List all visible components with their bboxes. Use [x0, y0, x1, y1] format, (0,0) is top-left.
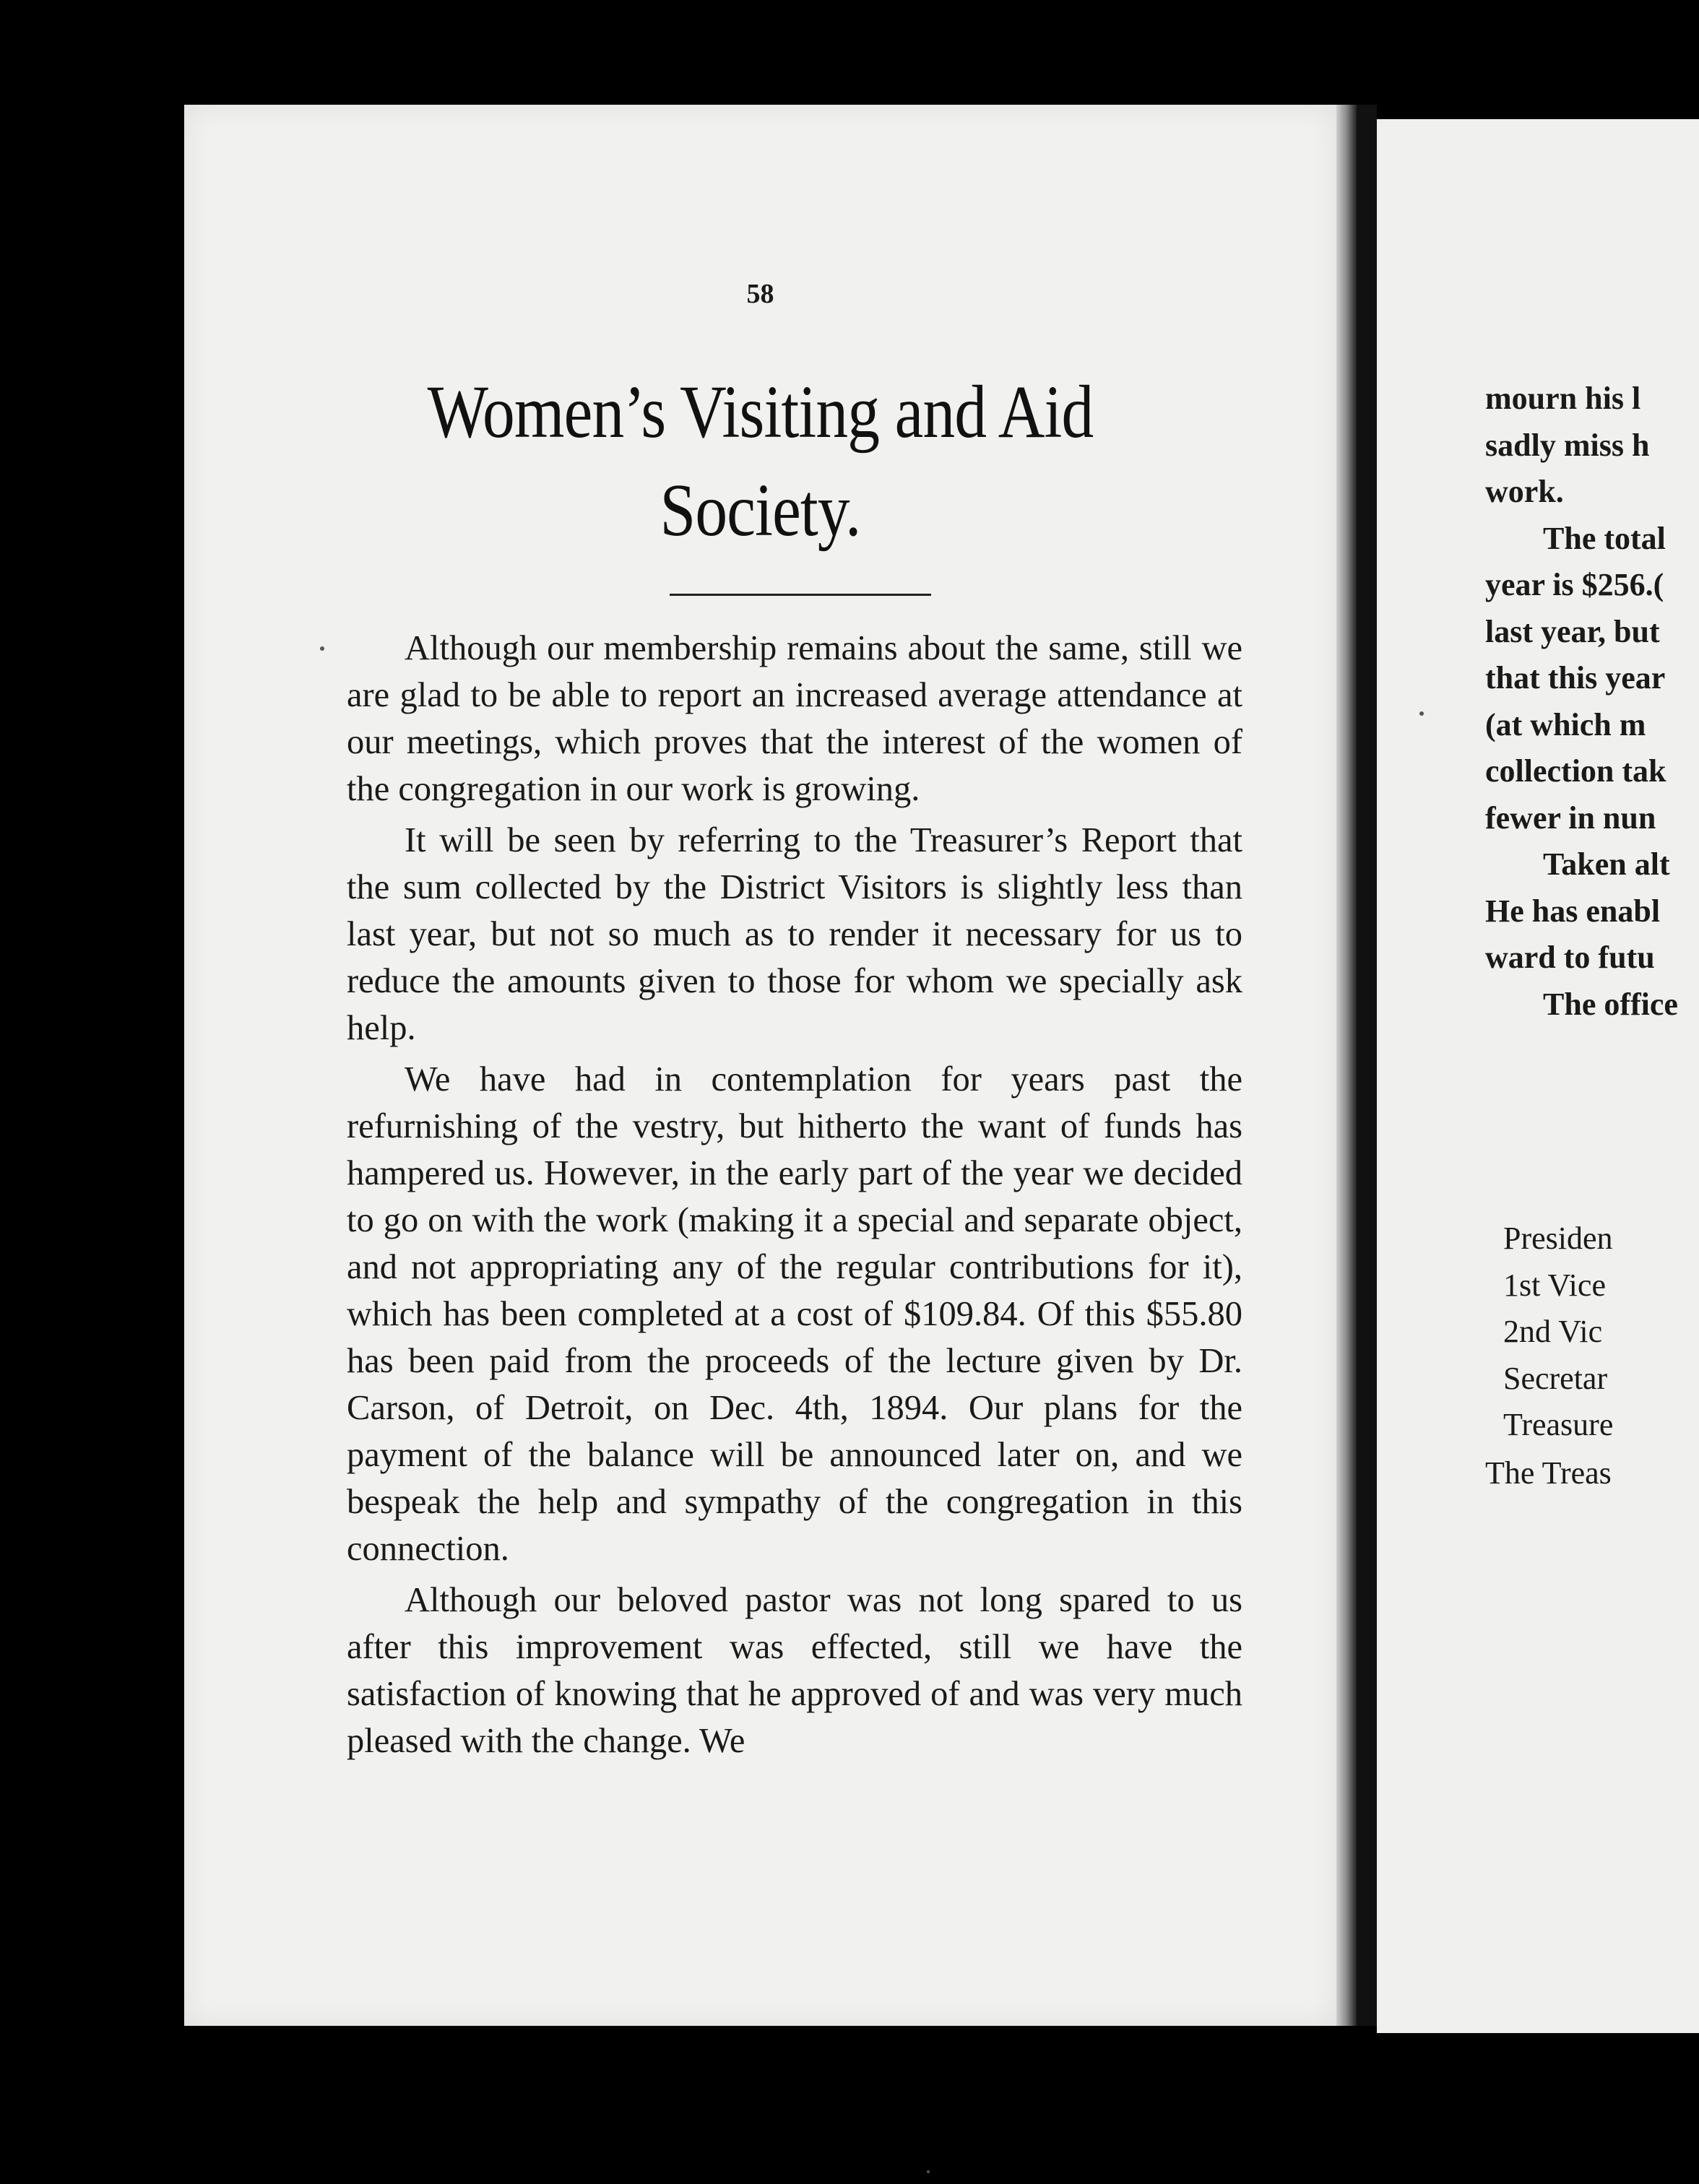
book-gutter: [1336, 105, 1377, 2026]
article-body: [347, 625, 1242, 1769]
title-line-1: Women’s Visiting and Aid: [427, 370, 1094, 454]
text-line: (at which m: [1485, 706, 1646, 742]
officer-line: 1st Vice: [1503, 1267, 1606, 1303]
scan-speck: [1419, 711, 1424, 716]
paragraph: Although our beloved pastor was not long spared to us after this improvement was effected, still we have the satisfaction of knowing that he approved of and was very much pleased with the change. We: [347, 1581, 1242, 1760]
officer-line: Treasure: [1503, 1407, 1614, 1442]
text-line: collection tak: [1485, 753, 1666, 789]
officer-line: Presiden: [1503, 1221, 1613, 1256]
text-line: that this year: [1485, 660, 1666, 696]
officer-line: Secretar: [1503, 1360, 1608, 1396]
paragraph: We have had in contemplation for years past the refurnishing of the vestry, but hitherto the want of funds has hampered us. However, in the early part of the year we decided to go on with the work (making it a special and separate object, and not appropriating any of the regular contributions for it), which has been completed at a cost of $109.84. Of this $55.80 has been paid from the proceeds of the lecture given by Dr. Carson, of Detroit, on Dec. 4th, 1894. Our plans for the payment of the balance will be announced later on, and we bespeak the help and sympathy of the congregation in this connection.: [347, 1060, 1242, 1568]
text-line: year is $256.(: [1485, 567, 1664, 602]
right-page-text: [1485, 376, 1699, 1028]
scan-speck: [927, 2170, 930, 2173]
text-line: The total: [1543, 520, 1666, 556]
text-line: The office: [1543, 986, 1678, 1022]
title-line-2: Society.: [660, 469, 861, 552]
text-line: Taken alt: [1543, 846, 1670, 882]
page-number: 58: [746, 279, 774, 309]
text-line: work.: [1485, 474, 1564, 509]
text-line: sadly miss h: [1485, 427, 1650, 463]
text-line: fewer in nun: [1485, 800, 1656, 836]
text-line: last year, but: [1485, 613, 1660, 649]
scan-speck: [320, 646, 324, 651]
text-line: ward to futu: [1485, 940, 1655, 975]
paragraph: It will be seen by referring to the Treasurer’s Report that the sum collected by the District Visitors is slightly less than last year, but not so much as to render it necessary for us to reduce the amounts given to those for whom we specially ask help.: [347, 821, 1242, 1047]
officer-line: 2nd Vic: [1503, 1314, 1603, 1349]
text-line: He has enabl: [1485, 893, 1661, 929]
right-page: [1377, 119, 1699, 2033]
text-line: The Treas: [1485, 1455, 1612, 1491]
left-page: [184, 105, 1336, 2026]
text-line: mourn his l: [1485, 381, 1641, 416]
officers-list: [1503, 1216, 1613, 1449]
page-title: [265, 363, 1256, 560]
paragraph: Although our membership remains about the same, still we are glad to be able to report an increased average attendance at our meetings, which proves that the interest of the women of the congregation in our work is growing.: [347, 629, 1242, 808]
page-fold: [1336, 105, 1357, 2026]
title-divider: [670, 594, 931, 596]
